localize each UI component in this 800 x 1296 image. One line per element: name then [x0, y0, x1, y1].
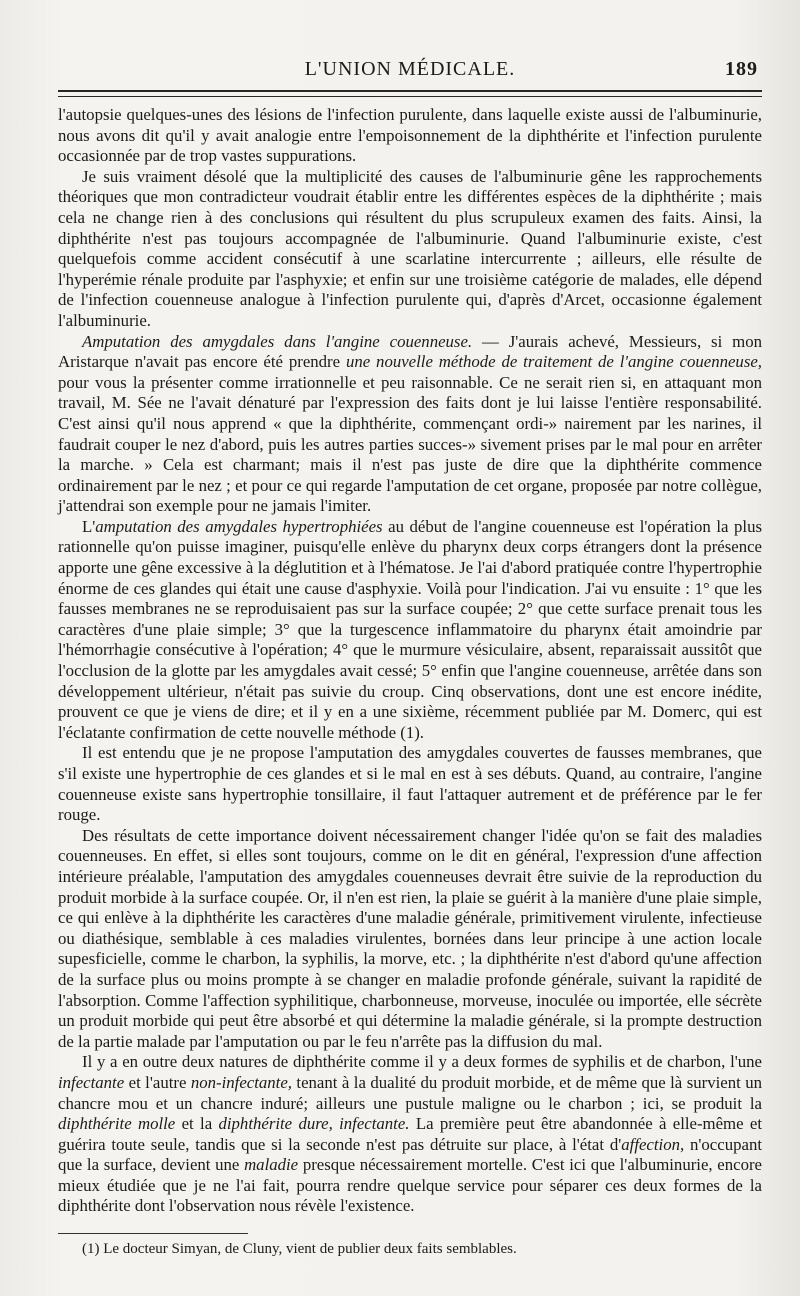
text-run: L'	[82, 516, 96, 536]
italic-run: affection,	[621, 1134, 685, 1154]
text-run: tenant à la dualité du produit morbide, et de même que là survient un chancre mou et un chancre induré; ailleurs une pustule maligne ou le charbon ; ici, se produit la	[58, 1072, 762, 1113]
text-run: Il y a en outre deux natures de diphthérite comme il y a deux formes de syphilis et de charbon, l'une	[82, 1052, 762, 1072]
text-run: pour vous la présenter comme irrationnelle et peu raisonnable. Ce ne serait rien si, en attaquant mon travail, M. Sée ne l'avait dénaturé par l'expression des faits dont je lui laisse l'entière responsabilité. C'est ainsi qu'il nous apprend « que la diphthérite, commençant ordi-» nairement par les narines, il faudrait couper le nez d'abord, puis les autres parties succes-» sivement prises par le mal pour en arrêter la marche. » Cela est charmant; mais il n'est pas juste de dire que la diphthérite commence ordinairement par le nez ; et pour ce qui regarde l'amputation de cet organe, proposée par notre collègue, j'attendrai son exemple pour ne jamais l'imiter.	[58, 372, 762, 516]
paragraph-continuation	[58, 105, 762, 167]
header-rule-thin	[58, 96, 762, 97]
footnote: (1) Le docteur Simyan, de Cluny, vient de publier deux faits semblables.	[82, 1241, 517, 1258]
italic-run: maladie	[244, 1155, 299, 1175]
text-run: Je suis vraiment désolé que la multiplicité des causes de l'albuminurie gêne les rapprochements théoriques que mon contradicteur voudrait établir entre les différentes espèces de la diphthérite ; mais cela ne change rien à des conclusions qui résultent du plus scrupuleux examen des faits. Ainsi, la diphthérite n'est pas toujours accompagnée de l'albuminurie. Quand l'albuminurie existe, c'est quelquefois comme accident consécutif à une scarlatine intercurrente ; ailleurs, elle résulte de l'hyperémie rénale produite par l'asphyxie; et enfin sur une troisième catégorie de malades, elle dépend de l'infection couenneuse analogue à l'infection purulente qui, d'après d'Arcet, occasionne également l'albuminurie.	[58, 166, 762, 330]
paragraph-resultats	[58, 826, 762, 1053]
page-number: 189	[725, 58, 758, 80]
text-run: — J'aurais achevé, Messieurs, si mon Aristarque n'avait pas encore été prendre	[58, 331, 762, 372]
italic-run: diphthérite dure, infectante.	[218, 1114, 410, 1134]
paragraph-albuminurie	[58, 167, 762, 332]
header-rule	[58, 90, 762, 92]
text-run: l'autopsie quelques-unes des lésions de l'infection purulente, dans laquelle existe aussi de l'albuminurie, nous avons dit qu'il y avait analogie entre l'empoisonnement de la diphthérite et l'infection purulente occasionnée par de trop vastes suppurations.	[58, 105, 762, 166]
paragraph-proposition	[58, 743, 762, 825]
footnote-rule	[58, 1233, 248, 1234]
text-run: n'occupant que la surface, devient une	[58, 1134, 762, 1175]
text-run: et la	[175, 1114, 219, 1134]
italic-run: non-infectante,	[190, 1072, 292, 1092]
journal-title: L'UNION MÉDICALE.	[304, 58, 516, 80]
text-run: La première peut être abandonnée à elle-même et guérira toute seule, tandis que si la seconde n'est pas détruite sur place, à l'état d'	[58, 1114, 763, 1154]
italic-run: infectante	[58, 1072, 125, 1092]
italic-run: Amputation des amygdales dans l'angine couenneuse.	[82, 331, 473, 351]
running-head	[58, 50, 762, 84]
text-run: au début de l'angine couenneuse est l'opération la plus rationnelle qu'on puisse imaginer, puisqu'elle enlève du pharynx deux corps étrangers dont la présence apporte une gêne excessive à la déglutition et à l'hématose. Je l'ai d'abord pratiquée contre l'hypertrophie énorme de ces glandes qui était une cause d'asphyxie. Voilà pour l'indication. J'ai vu ensuite : 1° que les fausses membranes ne se reproduisaient pas sur la surface coupée; 2° que cette surface prenait tous les caractères d'une plaie simple; 3° que la turgescence inflammatoire du pharynx était amoindrie par l'hémorrhagie consécutive à l'opération; 4° que le murmure vésiculaire, absent, reparaissait aussitôt que l'occlusion de la glotte par les amygdales avait cessé; 5° enfin que l'angine couenneuse, arrêtée dans son développement ultérieur, n'était pas suivie du croup. Cinq observations, dont une est encore inédite, prouvent ce que je viens de dire; et il y en a une sixième, récemment publiée par M. Domerc, qui est l'éclatante confirmation de cette nouvelle méthode (1).	[58, 516, 762, 742]
paragraph-amputation-hypertrophiees	[58, 517, 762, 744]
article-body	[58, 105, 762, 1217]
text-run: presque nécessairement mortelle. C'est ici que l'albuminurie, encore mieux étudiée que je ne l'ai fait, pourra rendre quelque service pour séparer ces deux formes de la diphthérite dont l'observation nous révèle l'existence.	[58, 1155, 763, 1216]
paragraph-amputation-section	[58, 332, 762, 517]
text-run: Des résultats de cette importance doivent nécessairement changer l'idée qu'on se fait des maladies couenneuses. En effet, si elles sont toujours, comme on le dit en général, l'expression d'une affection intérieure préalable, l'amputation des amygdales couenneuses devrait être suivie de la reproduction du produit morbide à la surface coupée. Or, il n'en est rien, la plaie se guérit à la manière d'une plaie simple, ce qui enlève à la diphthérite les caractères d'une maladie générale, primitivement virulente, infectieuse ou diathésique, semblable à ces maladies virulentes, bornées dans leur principe à une action locale supesficielle, comme le charbon, la syphilis, la morve, etc. ; la diphthérite n'est d'abord qu'une affection de la surface plus ou moins prompte à se changer en maladie profonde générale, suivant la rapidité de l'absorption. Comme l'affection syphilitique, charbonneuse, morveuse, inoculée ou importée, elle sécrète un produit morbide qui peut être absorbé et qui détermine la maladie générale, si la prompte destruction de la partie malade par l'amputation ou par le feu n'arrête pas la diffusion du mal.	[58, 825, 762, 1051]
text-run: Il est entendu que je ne propose l'amputation des amygdales couvertes de fausses membranes, que s'il existe une hypertrophie de ces glandes et si le mal en est à ses débuts. Quand, au contraire, l'angine couenneuse existe sans hypertrophie tonsillaire, il faut l'attaquer autrement et de préférence par le fer rouge.	[58, 743, 762, 825]
italic-run: diphthérite molle	[58, 1114, 176, 1134]
italic-run: une nouvelle méthode de traitement de l'angine couenneuse,	[345, 352, 762, 372]
text-run: et l'autre	[124, 1072, 191, 1092]
paragraph-deux-natures	[58, 1052, 762, 1217]
italic-run: amputation des amygdales hypertrophiées	[95, 516, 383, 536]
